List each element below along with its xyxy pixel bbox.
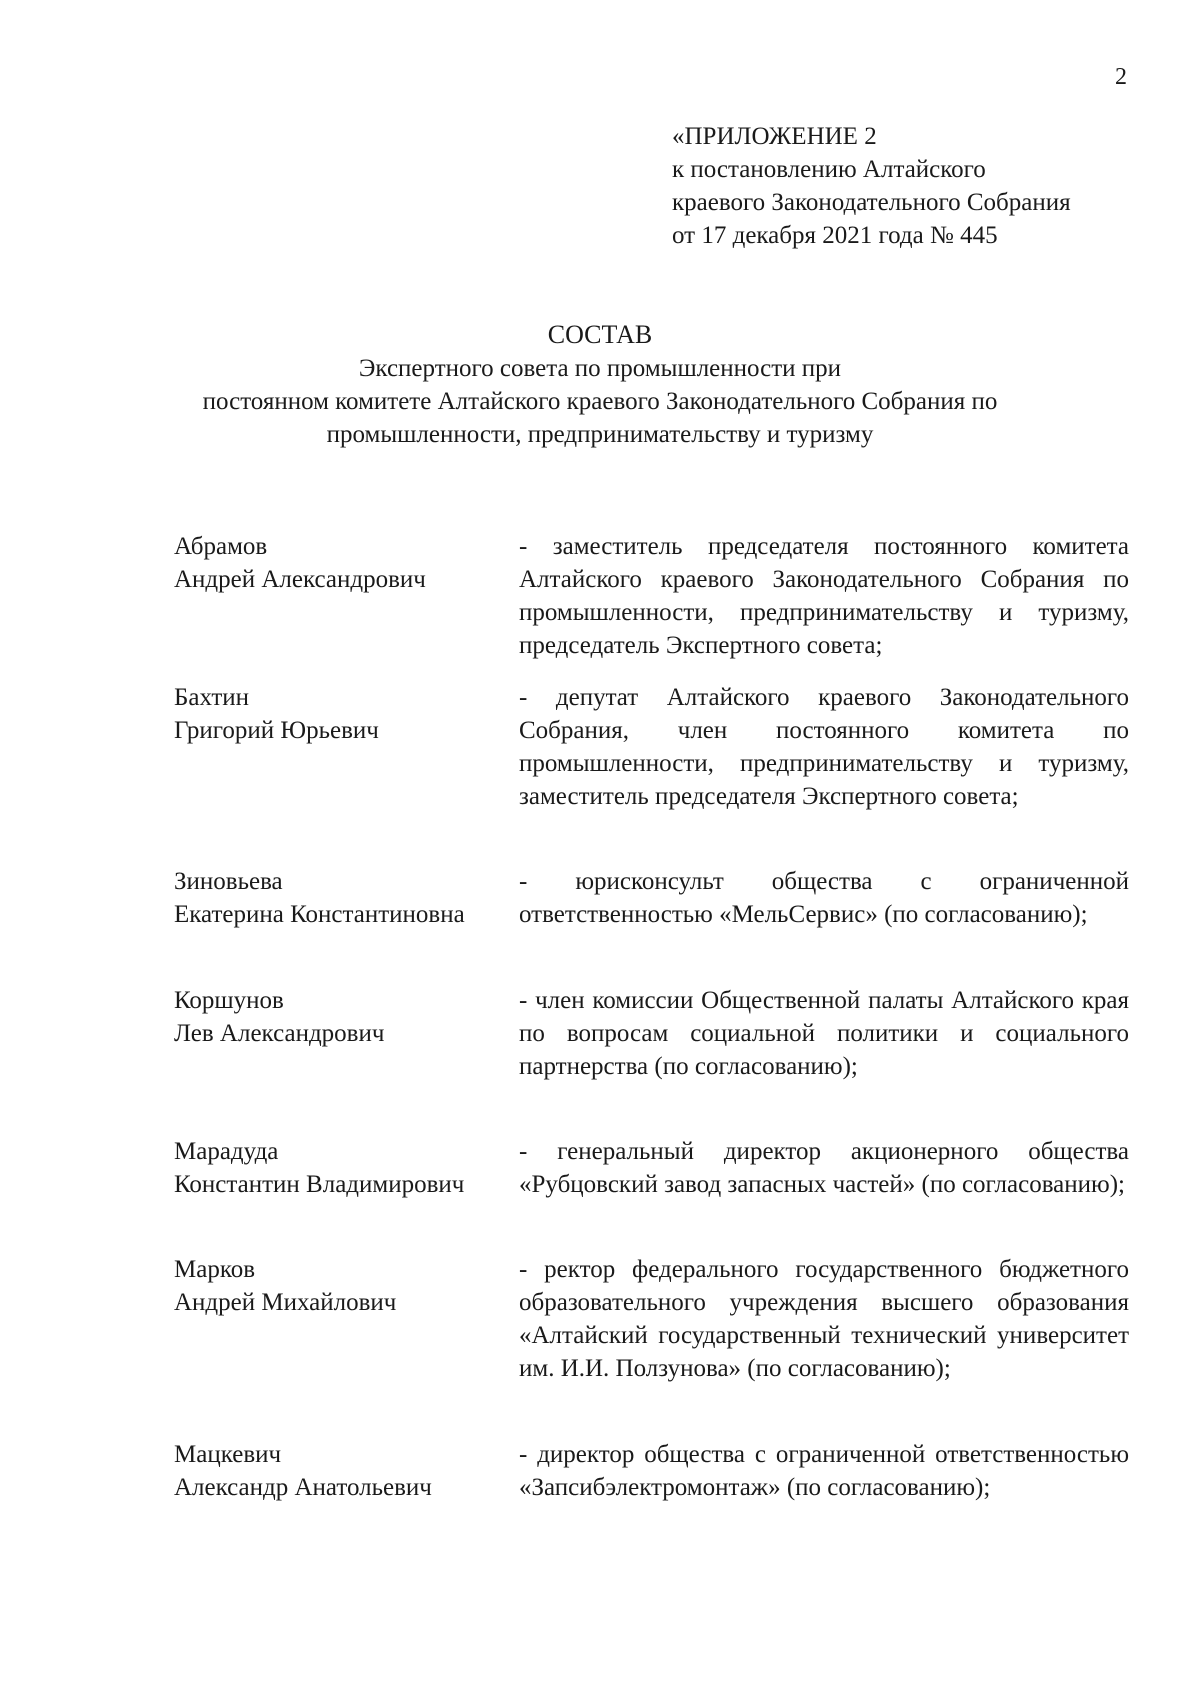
member-surname: Коршунов	[174, 987, 284, 1014]
member-given-name: Андрей Александрович	[174, 566, 426, 593]
member-surname: Зиновьева	[174, 868, 283, 895]
page-number: 2	[1115, 64, 1127, 90]
appendix-block	[672, 120, 1071, 252]
member-given-name: Григорий Юрьевич	[174, 717, 379, 744]
appendix-line: краевого Законодательного Собрания	[672, 189, 1071, 216]
member-role: - заместитель председателя постоянного комитета Алтайского краевого Законодательного Собрания по промышленности, предпринимательству и туризму, председатель Экспертного совета;	[519, 533, 1129, 659]
member-given-name: Лев Александрович	[174, 1020, 385, 1047]
member-given-name: Константин Владимирович	[174, 1171, 465, 1198]
member-role: - член комиссии Общественной палаты Алтайского края по вопросам социальной политики и социального партнерства (по согласованию);	[519, 987, 1129, 1080]
document-subtitle: постоянном комитете Алтайского краевого Законодательного Собрания по	[202, 388, 998, 415]
member-surname: Мацкевич	[174, 1441, 282, 1468]
appendix-line: к постановлению Алтайского	[672, 156, 986, 183]
member-role: - юрисконсульт общества с ограниченной ответственностью «МельСервис» (по согласованию);	[519, 868, 1129, 928]
appendix-title: «ПРИЛОЖЕНИЕ 2	[672, 123, 877, 150]
document-subtitle: Экспертного совета по промышленности при	[358, 355, 842, 382]
member-surname: Бахтин	[174, 684, 250, 711]
member-name	[174, 865, 519, 931]
member-surname: Марков	[174, 1256, 256, 1283]
member-name	[174, 530, 519, 596]
member-surname: Марадуда	[174, 1138, 279, 1165]
member-name	[174, 681, 519, 747]
appendix-line: от 17 декабря 2021 года № 445	[672, 222, 998, 249]
member-role: - депутат Алтайского краевого Законодательного Собрания, член постоянного комитета по промышленности, предпринимательству и туризму, заместитель председателя Экспертного совета;	[519, 684, 1129, 810]
member-name	[174, 1135, 519, 1201]
document-title: СОСТАВ	[547, 320, 653, 349]
heading-block	[0, 318, 1200, 451]
member-role: - генеральный директор акционерного общества «Рубцовский завод запасных частей» (по согласованию);	[519, 1138, 1129, 1198]
member-surname: Абрамов	[174, 533, 268, 560]
member-name	[174, 1253, 519, 1319]
member-role: - ректор федерального государственного бюджетного образовательного учреждения высшего образования «Алтайский государственный технический университет им. И.И. Ползунова» (по согласованию);	[519, 1256, 1129, 1382]
member-given-name: Александр Анатольевич	[174, 1474, 432, 1501]
member-given-name: Андрей Михайлович	[174, 1289, 397, 1316]
member-given-name: Екатерина Константиновна	[174, 901, 465, 928]
member-name	[174, 984, 519, 1050]
member-role: - директор общества с ограниченной ответственностью «Запсибэлектромонтаж» (по согласованию);	[519, 1441, 1129, 1501]
member-name	[174, 1438, 519, 1504]
document-subtitle: промышленности, предпринимательству и туризму	[326, 421, 874, 448]
